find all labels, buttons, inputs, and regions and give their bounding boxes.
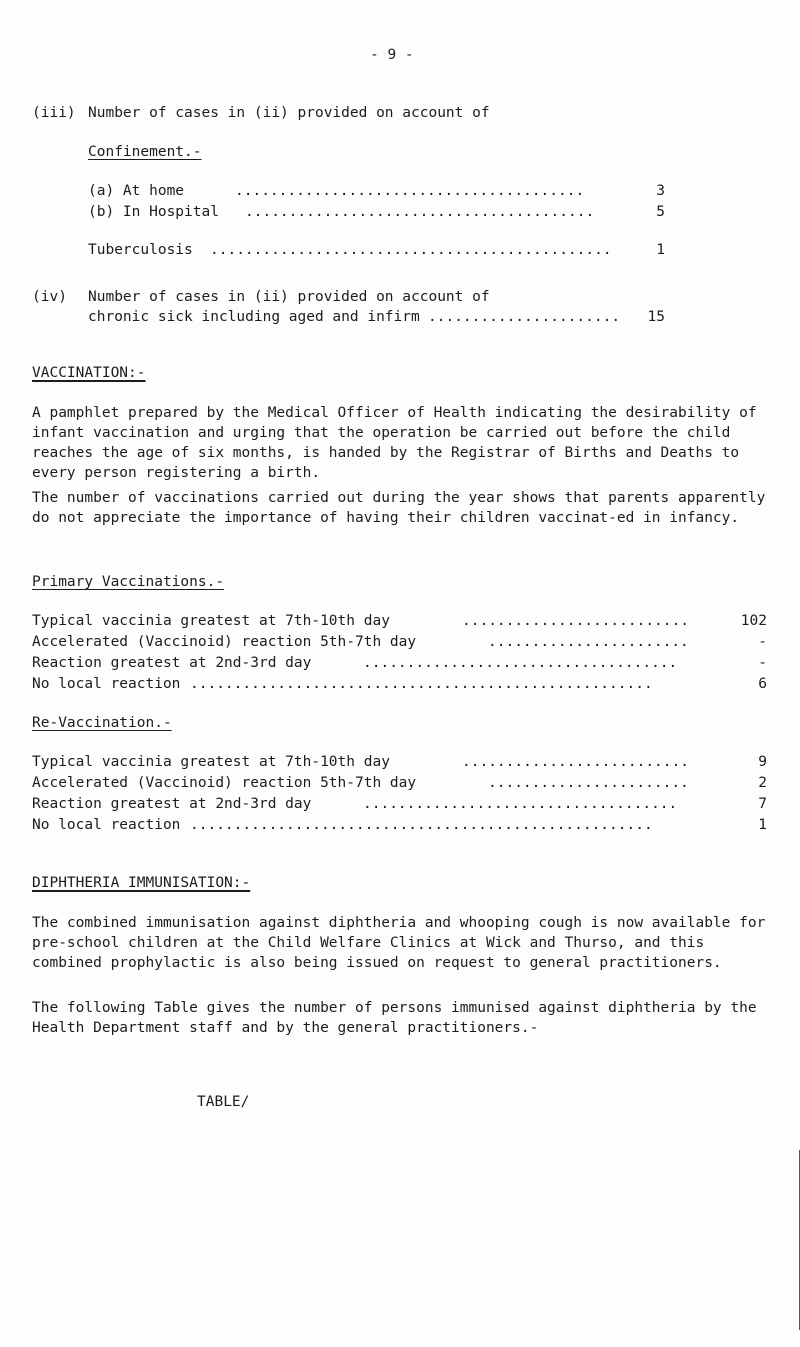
primary-typical-label: Typical vaccinia greatest at 7th-10th day xyxy=(32,613,390,629)
primary-reaction-label: Reaction greatest at 2nd-3rd day xyxy=(32,655,312,671)
revacc-typical-value: 9 xyxy=(758,754,767,770)
leader-dots: ........................................ xyxy=(245,204,595,220)
section-iv-value: 15 xyxy=(647,309,665,325)
section-iii-title: Number of cases in (ii) provided on account of xyxy=(88,105,490,121)
leader-dots: .................................... xyxy=(363,655,678,671)
item-in-hospital-label: (b) In Hospital xyxy=(88,204,219,220)
page-number: - 9 - xyxy=(370,47,414,63)
leader-dots: ..................................................... xyxy=(190,676,653,692)
diphtheria-paragraph-2: The following Table gives the number of persons immunised against diphtheria by the Health Department staff and by the general practitioners.- xyxy=(32,1000,757,1036)
leader-dots: ........................................ xyxy=(235,183,585,199)
revaccination-heading: Re-Vaccination.- xyxy=(32,715,172,731)
vaccination-heading: VACCINATION:- xyxy=(32,365,146,381)
primary-accelerated-label: Accelerated (Vaccinoid) reaction 5th-7th day xyxy=(32,634,417,650)
leader-dots: .......................... xyxy=(462,613,689,629)
section-iv-marker: (iv) xyxy=(32,289,67,305)
leader-dots: .................................... xyxy=(363,796,678,812)
primary-no-reaction-value: 6 xyxy=(758,676,767,692)
item-tuberculosis-label: Tuberculosis xyxy=(88,242,193,258)
confinement-subheading: Confinement.- xyxy=(88,144,202,160)
section-iii-marker: (iii) xyxy=(32,105,76,121)
primary-reaction-value: - xyxy=(758,655,767,671)
footer-catchword: TABLE/ xyxy=(197,1094,250,1110)
vaccination-paragraph-1: A pamphlet prepared by the Medical Officer of Health indicating the desirability of infant vaccination and urging that the operation be carried out before the child reaches the age of six months, is handed by the Registrar of Births and Deaths to every person registering a birth. xyxy=(32,405,757,481)
revacc-typical-label: Typical vaccinia greatest at 7th-10th day xyxy=(32,754,390,770)
vaccination-paragraph-2: The number of vaccinations carried out during the year shows that parents apparently do not appreciate the importance of having their children vaccinat-ed in infancy. xyxy=(32,490,766,526)
leader-dots: ....................... xyxy=(488,634,689,650)
revacc-accelerated-label: Accelerated (Vaccinoid) reaction 5th-7th day xyxy=(32,775,417,791)
item-in-hospital-value: 5 xyxy=(656,204,665,220)
revacc-no-reaction-label: No local reaction xyxy=(32,817,181,833)
primary-no-reaction-label: No local reaction xyxy=(32,676,181,692)
item-tuberculosis-value: 1 xyxy=(656,242,665,258)
leader-dots: .......................... xyxy=(462,754,689,770)
revacc-accelerated-value: 2 xyxy=(758,775,767,791)
primary-vaccinations-heading: Primary Vaccinations.- xyxy=(32,574,225,590)
revacc-reaction-value: 7 xyxy=(758,796,767,812)
item-at-home-label: (a) At home xyxy=(88,183,185,199)
item-at-home-value: 3 xyxy=(656,183,665,199)
leader-dots: ....................... xyxy=(488,775,689,791)
leader-dots: ...................... xyxy=(428,309,621,325)
section-iv-line2: chronic sick including aged and infirm xyxy=(88,309,420,325)
diphtheria-paragraph-1: The combined immunisation against diphtheria and whooping cough is now available for pre-school children at the Child Welfare Clinics at Wick and Thurso, and this combined prophylactic is also being issued on request to general practitioners. xyxy=(32,915,766,971)
section-iv-line1: Number of cases in (ii) provided on account of xyxy=(88,289,490,305)
leader-dots: .............................................. xyxy=(210,242,612,258)
diphtheria-heading: DIPHTHERIA IMMUNISATION:- xyxy=(32,875,251,891)
leader-dots: ..................................................... xyxy=(190,817,653,833)
revacc-no-reaction-value: 1 xyxy=(758,817,767,833)
primary-typical-value: 102 xyxy=(740,613,767,629)
primary-accelerated-value: - xyxy=(758,634,767,650)
revacc-reaction-label: Reaction greatest at 2nd-3rd day xyxy=(32,796,312,812)
